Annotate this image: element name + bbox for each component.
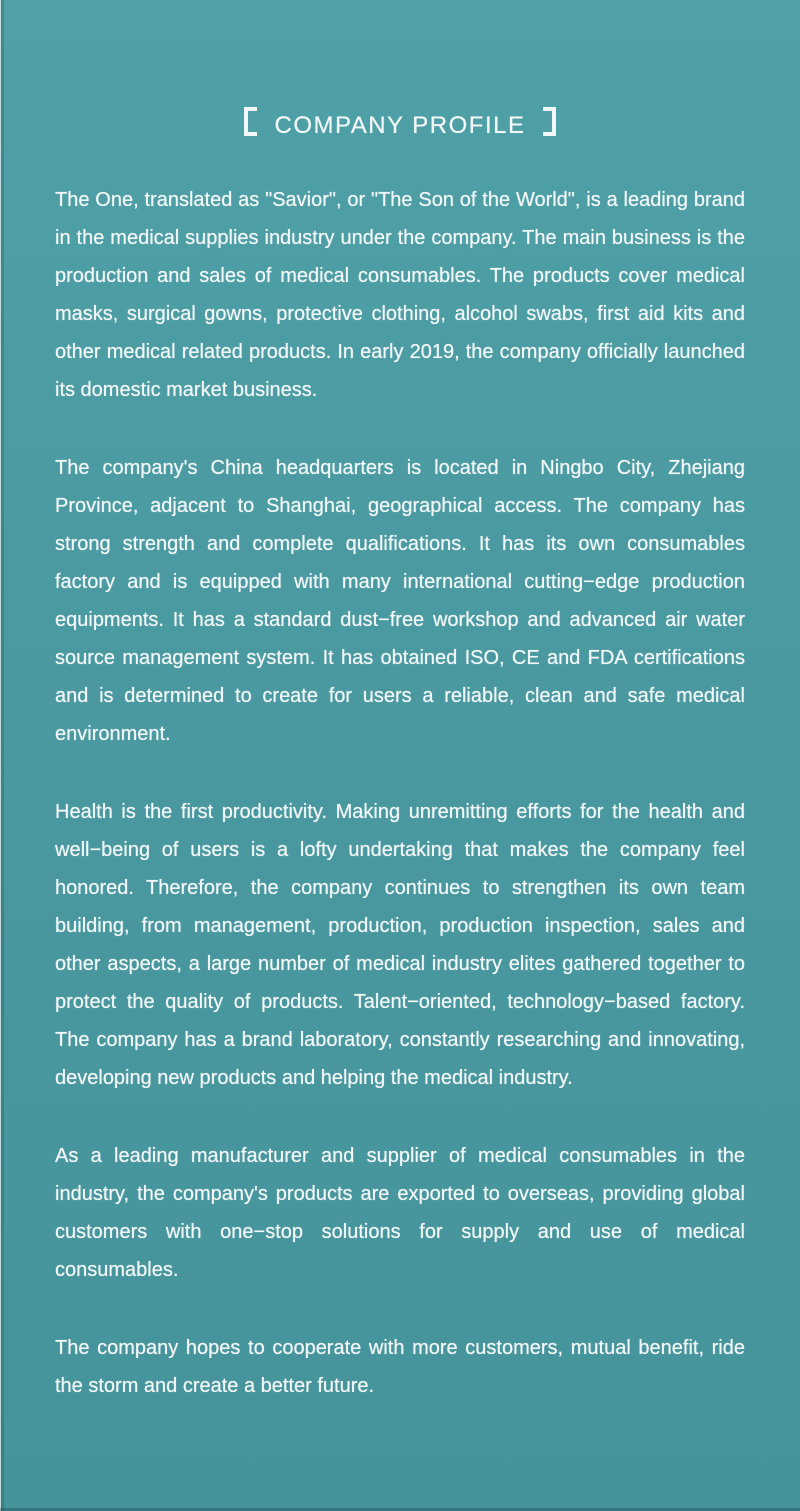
profile-paragraphs: [55, 181, 745, 1405]
page-title-text: COMPANY PROFILE: [274, 112, 526, 139]
paragraph-cooperation-closing: The company hopes to cooperate with more customers, mutual benefit, ride the storm and create a better future.: [55, 1337, 745, 1397]
left-lenticular-bracket-icon: [244, 107, 257, 136]
paragraph-intro-brand: The One, translated as "Savior", or "The Son of the World", is a leading brand in the medical supplies industry under the company. The main business is the production and sales of medical consumables. The products cover medical masks, surgical gowns, protective clothing, alcohol swabs, first aid kits and other medical related products. In early 2019, the company officially launched its domestic market business.: [55, 189, 745, 401]
page-title: [55, 104, 745, 141]
right-lenticular-bracket-icon: [543, 107, 556, 136]
paragraph-headquarters: The company's China headquarters is located in Ningbo City, Zhejiang Province, adjacent to Shanghai, geographical access. The company has strong strength and complete qualifications. It has its own consumables factory and is equipped with many international cutting−edge production equipments. It has a standard dust−free workshop and advanced air water source management system. It has obtained ISO, CE and FDA certifications and is determined to create for users a reliable, clean and safe medical environment.: [55, 457, 745, 745]
paragraph-manufacturer-supplier: As a leading manufacturer and supplier of medical consumables in the industry, the company's products are exported to overseas, providing global customers with one−stop solutions for supply and use of medical consumables.: [55, 1145, 745, 1281]
paragraph-health-team: Health is the first productivity. Making unremitting efforts for the health and well−being of users is a lofty undertaking that makes the company feel honored. Therefore, the company continues to strengthen its own team building, from management, production, production inspection, sales and other aspects, a large number of medical industry elites gathered together to protect the quality of products. Talent−oriented, technology−based factory. The company has a brand laboratory, constantly researching and innovating, developing new products and helping the medical industry.: [55, 801, 745, 1089]
